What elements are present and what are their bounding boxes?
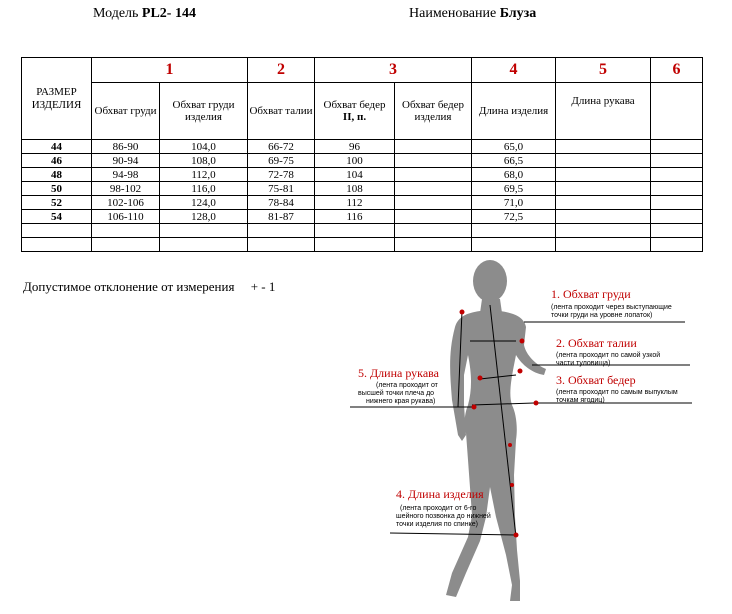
cell-length: 71,0	[472, 196, 556, 210]
cell-sleeve	[556, 140, 651, 154]
col-hip-body-label: Обхват бедер	[323, 99, 386, 111]
cell-size	[22, 238, 92, 252]
table-row	[22, 196, 703, 210]
measurement-figure	[340, 255, 730, 610]
cell-size: 46	[22, 154, 92, 168]
length-measure-desc-2: шейного позвонка до нижней	[396, 513, 491, 520]
cell-length	[472, 238, 556, 252]
cell-hip: 116	[315, 210, 395, 224]
table-row	[22, 224, 703, 238]
col-extra	[651, 83, 703, 140]
name-header	[409, 6, 536, 22]
cell-chest	[92, 238, 160, 252]
cell-hip: 112	[315, 196, 395, 210]
table-row	[22, 238, 703, 252]
cell-hip-item	[395, 210, 472, 224]
col-hip-body	[315, 83, 395, 140]
col-sleeve: Длина рукава	[556, 83, 651, 140]
cell-hip-item	[395, 224, 472, 238]
cell-chest-item	[160, 238, 248, 252]
group-number-4: 4	[472, 58, 556, 83]
cell-chest-item: 116,0	[160, 182, 248, 196]
model-value: PL2- 144	[141, 6, 196, 21]
hip-measure-title: 3. Обхват бедер	[556, 373, 636, 387]
col-waist: Обхват талии	[248, 83, 315, 140]
tolerance-note	[23, 279, 275, 295]
cell-extra	[651, 140, 703, 154]
cell-length	[472, 224, 556, 238]
cell-length: 69,5	[472, 182, 556, 196]
cell-chest-item: 112,0	[160, 168, 248, 182]
size-table	[21, 57, 703, 252]
tolerance-value: + - 1	[250, 279, 276, 294]
cell-chest: 94-98	[92, 168, 160, 182]
col-chest-item: Обхват груди изделия	[160, 83, 248, 140]
cell-waist	[248, 238, 315, 252]
sleeve-measure-title: 5. Длина рукава	[358, 366, 439, 380]
cell-extra	[651, 224, 703, 238]
cell-sleeve	[556, 168, 651, 182]
cell-hip: 104	[315, 168, 395, 182]
cell-hip-item	[395, 238, 472, 252]
sleeve-measure-desc-2: высшей точки плеча до	[358, 390, 435, 397]
size-header: РАЗМЕР ИЗДЕЛИЯ	[22, 58, 92, 140]
cell-chest-item: 104,0	[160, 140, 248, 154]
waist-measure-title: 2. Обхват талии	[556, 336, 637, 350]
col-chest-body: Обхват груди	[92, 83, 160, 140]
col-hip-body-sub: II, п.	[342, 111, 367, 123]
cell-sleeve	[556, 210, 651, 224]
chest-measure-title: 1. Обхват груди	[551, 287, 631, 301]
cell-size: 50	[22, 182, 92, 196]
cell-hip-item	[395, 154, 472, 168]
cell-chest: 86-90	[92, 140, 160, 154]
cell-size: 44	[22, 140, 92, 154]
tolerance-text: Допустимое отклонение от измерения	[23, 279, 235, 294]
cell-size: 54	[22, 210, 92, 224]
cell-sleeve	[556, 238, 651, 252]
cell-length: 65,0	[472, 140, 556, 154]
cell-length: 72,5	[472, 210, 556, 224]
cell-size: 48	[22, 168, 92, 182]
waist-measure-desc-2: части туловища)	[556, 360, 611, 367]
sleeve-measure-desc-3: нижнего края рукава)	[366, 398, 436, 405]
cell-chest	[92, 224, 160, 238]
name-value: Блуза	[499, 6, 537, 21]
waist-measure-desc-1: (лента проходит по самой узкой	[556, 352, 661, 359]
table-row	[22, 154, 703, 168]
model-header	[93, 6, 196, 22]
cell-extra	[651, 238, 703, 252]
cell-waist: 69-75	[248, 154, 315, 168]
cell-extra	[651, 154, 703, 168]
sleeve-measure-desc-1: (лента проходит от	[376, 382, 438, 389]
cell-sleeve	[556, 154, 651, 168]
cell-chest-item: 128,0	[160, 210, 248, 224]
cell-hip	[315, 238, 395, 252]
cell-waist	[248, 224, 315, 238]
col-length: Длина изделия	[472, 83, 556, 140]
table-row	[22, 210, 703, 224]
cell-waist: 78-84	[248, 196, 315, 210]
cell-extra	[651, 182, 703, 196]
cell-extra	[651, 210, 703, 224]
cell-length: 68,0	[472, 168, 556, 182]
group-number-6: 6	[651, 58, 703, 83]
cell-chest: 98-102	[92, 182, 160, 196]
cell-size: 52	[22, 196, 92, 210]
cell-hip-item	[395, 196, 472, 210]
cell-waist: 75-81	[248, 182, 315, 196]
group-number-3: 3	[315, 58, 472, 83]
cell-chest-item: 108,0	[160, 154, 248, 168]
cell-waist: 72-78	[248, 168, 315, 182]
col-hip-item: Обхват бедер изделия	[395, 83, 472, 140]
cell-chest: 90-94	[92, 154, 160, 168]
cell-hip: 96	[315, 140, 395, 154]
cell-chest: 102-106	[92, 196, 160, 210]
cell-hip: 100	[315, 154, 395, 168]
cell-length: 66,5	[472, 154, 556, 168]
group-number-2: 2	[248, 58, 315, 83]
cell-hip-item	[395, 182, 472, 196]
cell-sleeve	[556, 182, 651, 196]
cell-extra	[651, 168, 703, 182]
length-measure-desc-3: точки изделия по спинке)	[396, 521, 478, 528]
cell-waist: 66-72	[248, 140, 315, 154]
chest-measure-desc-1: (лента проходит через выступающие	[551, 304, 672, 311]
table-row	[22, 140, 703, 154]
length-measure-title: 4. Длина изделия	[396, 487, 484, 501]
cell-chest: 106-110	[92, 210, 160, 224]
cell-chest-item: 124,0	[160, 196, 248, 210]
cell-hip-item	[395, 168, 472, 182]
model-label: Модель	[93, 6, 139, 21]
table-row	[22, 182, 703, 196]
group-number-5: 5	[556, 58, 651, 83]
cell-hip-item	[395, 140, 472, 154]
cell-chest-item	[160, 224, 248, 238]
cell-hip	[315, 224, 395, 238]
chest-measure-desc-2: точки груди на уровне лопаток)	[551, 312, 653, 319]
table-row	[22, 168, 703, 182]
hip-measure-desc-2: точкам ягодиц)	[556, 397, 605, 404]
cell-hip: 108	[315, 182, 395, 196]
cell-sleeve	[556, 224, 651, 238]
hip-measure-desc-1: (лента проходит по самым выпуклым	[556, 389, 678, 396]
cell-extra	[651, 196, 703, 210]
group-number-1: 1	[92, 58, 248, 83]
cell-sleeve	[556, 196, 651, 210]
length-measure-desc-1: (лента проходит от 6-го	[400, 505, 477, 512]
name-label: Наименование	[409, 6, 497, 21]
cell-size	[22, 224, 92, 238]
cell-waist: 81-87	[248, 210, 315, 224]
